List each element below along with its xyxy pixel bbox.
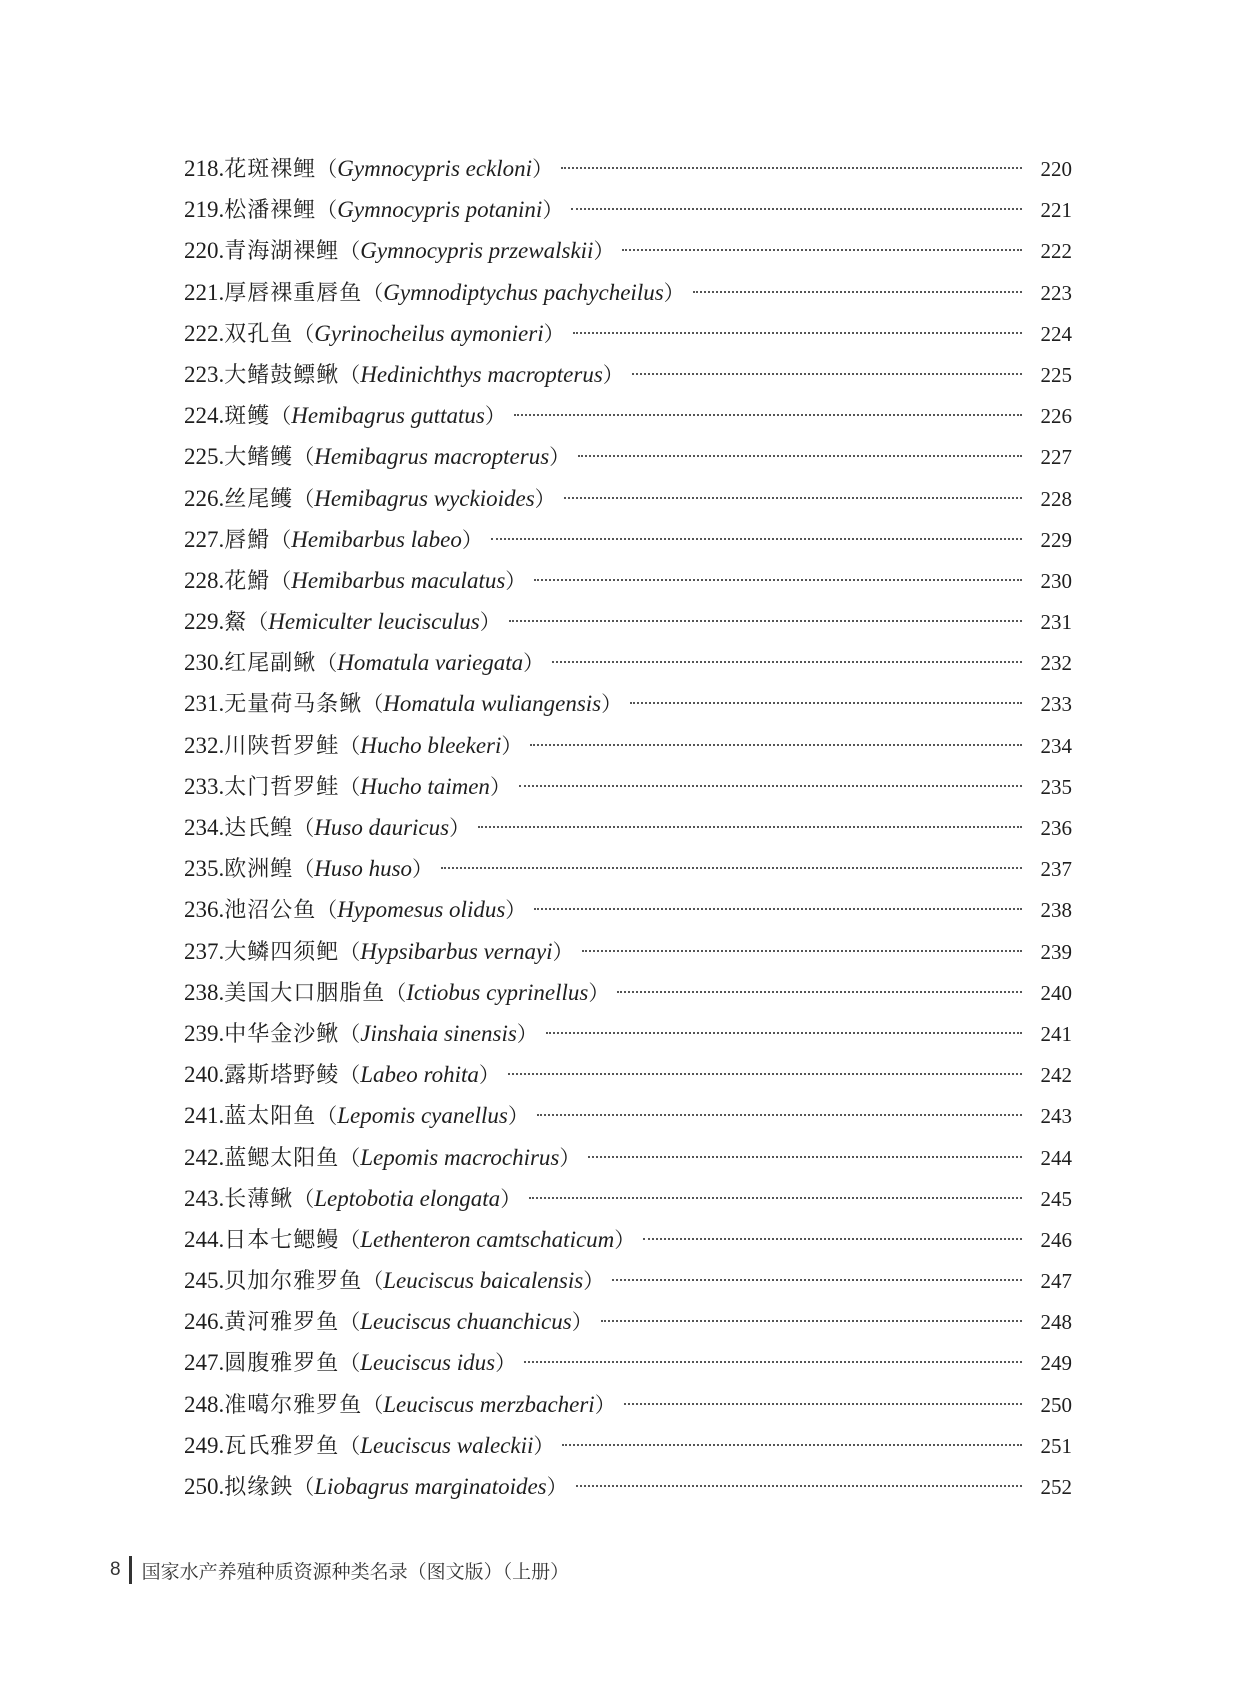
chinese-name: 池沼公鱼 (224, 898, 317, 924)
chinese-name: 大鳞四须鲃 (224, 939, 340, 965)
dot-leader (693, 291, 1022, 293)
page-footer (110, 1556, 569, 1584)
open-paren: （ (339, 1145, 361, 1170)
scientific-name: Leuciscus idus (360, 1350, 496, 1376)
entry-number: 229. (184, 609, 225, 635)
dot-leader (519, 785, 1022, 787)
chinese-name: 欧洲鳇 (224, 857, 294, 883)
dot-leader (509, 620, 1022, 622)
close-paren: ） (478, 1063, 500, 1088)
toc-entry[interactable] (184, 807, 1072, 848)
dot-leader (524, 1361, 1022, 1363)
scientific-name: Hypsibarbus vernayi (360, 938, 553, 964)
page-ref: 225 (1040, 362, 1072, 387)
open-paren: （ (339, 362, 361, 387)
dot-leader (537, 1114, 1022, 1116)
close-paren: ） (614, 1227, 636, 1252)
dot-leader (561, 167, 1022, 169)
entry-number: 235. (184, 856, 225, 882)
toc-entry[interactable] (184, 1384, 1072, 1425)
chinese-name: 瓦氏雅罗鱼 (224, 1433, 340, 1459)
open-paren: （ (339, 1227, 361, 1252)
open-paren: （ (316, 198, 338, 223)
chinese-name: 贝加尔雅罗鱼 (224, 1269, 363, 1295)
dot-leader (624, 1403, 1022, 1405)
page-ref: 230 (1040, 568, 1072, 593)
toc-entry[interactable] (184, 1178, 1072, 1219)
chinese-name: 拟缘鉠 (224, 1475, 294, 1500)
entry-number: 230. (184, 650, 225, 676)
open-paren: （ (339, 1021, 361, 1046)
page-ref: 220 (1040, 157, 1072, 181)
chinese-name: 花䱻 (224, 568, 271, 594)
open-paren: （ (339, 1351, 361, 1376)
toc-entry[interactable] (184, 1137, 1072, 1178)
open-paren: （ (339, 774, 361, 799)
close-paren: ） (532, 157, 554, 181)
entry-number: 247. (184, 1350, 225, 1376)
chinese-name: 红尾副鳅 (224, 651, 317, 677)
page-ref: 249 (1040, 1351, 1072, 1376)
dot-leader (546, 1032, 1022, 1034)
toc-entry[interactable] (184, 1301, 1072, 1342)
toc-entry[interactable] (184, 395, 1072, 436)
dot-leader (478, 826, 1022, 828)
scientific-name: Hemibarbus labeo (291, 526, 462, 552)
toc-entry[interactable] (184, 1260, 1072, 1301)
chinese-name: 中华金沙鳅 (224, 1021, 340, 1047)
scientific-name: Leuciscus baicalensis (383, 1268, 584, 1294)
close-paren: ） (594, 1392, 616, 1417)
dot-leader (508, 1073, 1022, 1075)
open-paren: （ (293, 321, 315, 346)
entry-number: 236. (184, 897, 225, 923)
dot-leader (564, 497, 1022, 499)
scientific-name: Gymnocypris potanini (337, 197, 543, 223)
close-paren: ） (489, 774, 511, 799)
page-ref: 240 (1040, 980, 1072, 1005)
scientific-name: Ictiobus cyprinellus (406, 979, 589, 1005)
chinese-name: 斑鳠 (224, 404, 271, 430)
open-paren: （ (362, 692, 384, 717)
page-ref: 251 (1040, 1433, 1072, 1458)
entry-number: 248. (184, 1391, 225, 1417)
chinese-name: 厚唇裸重唇鱼 (224, 280, 363, 306)
close-paren: ） (663, 280, 685, 305)
scientific-name: Gymnocypris przewalskii (360, 238, 594, 264)
toc-entry[interactable] (184, 1219, 1072, 1260)
open-paren: （ (293, 445, 315, 470)
entry-number: 246. (184, 1309, 225, 1335)
page-ref: 233 (1040, 692, 1072, 717)
scientific-name: Huso huso (314, 856, 413, 882)
scientific-name: Gymnodiptychus pachycheilus (383, 279, 664, 305)
open-paren: （ (362, 1392, 384, 1417)
dot-leader (573, 332, 1022, 334)
scientific-name: Leuciscus merzbacheri (383, 1391, 595, 1417)
page-ref: 229 (1040, 527, 1072, 552)
entry-number: 233. (184, 773, 225, 799)
table-of-contents (184, 148, 1072, 1507)
toc-entry[interactable] (184, 683, 1072, 724)
toc-entry[interactable] (184, 148, 1072, 189)
toc-entry[interactable] (184, 848, 1072, 889)
scientific-name: Hypomesus olidus (337, 897, 506, 923)
dot-leader (632, 373, 1022, 375)
scientific-name: Lepomis cyanellus (337, 1103, 508, 1129)
page-ref: 226 (1040, 404, 1072, 429)
open-paren: （ (339, 1433, 361, 1458)
page-ref: 241 (1040, 1021, 1072, 1046)
dot-leader (578, 455, 1022, 457)
dot-leader (491, 538, 1022, 540)
toc-entry[interactable] (184, 313, 1072, 354)
chinese-name: 䱗 (224, 610, 248, 636)
toc-entry[interactable] (184, 354, 1072, 395)
scientific-name: Huso dauricus (314, 815, 450, 840)
open-paren: （ (362, 280, 384, 305)
toc-entry[interactable] (184, 189, 1072, 230)
open-paren: （ (339, 1310, 361, 1335)
chinese-name: 美国大口胭脂鱼 (224, 980, 386, 1006)
entry-number: 241. (184, 1103, 225, 1129)
close-paren: ） (583, 1269, 605, 1294)
scientific-name: Gymnocypris eckloni (337, 156, 533, 181)
open-paren: （ (362, 1269, 384, 1294)
entry-number: 231. (184, 691, 225, 717)
chinese-name: 大鳍鼓鳔鳅 (224, 362, 340, 388)
page-ref: 244 (1040, 1145, 1072, 1170)
chinese-name: 双孔鱼 (224, 321, 294, 347)
toc-entry[interactable] (184, 1342, 1072, 1383)
close-paren: ） (546, 1475, 568, 1499)
dot-leader (530, 744, 1022, 746)
chinese-name: 长薄鳅 (224, 1186, 294, 1212)
entry-number: 245. (184, 1268, 225, 1294)
entry-number: 225. (184, 444, 225, 470)
close-paren: ） (559, 1145, 581, 1170)
toc-entry[interactable] (184, 1095, 1072, 1136)
page-ref: 234 (1040, 733, 1072, 758)
scientific-name: Leuciscus chuanchicus (360, 1309, 572, 1335)
page-ref: 232 (1040, 651, 1072, 676)
scientific-name: Leuciscus waleckii (360, 1432, 534, 1458)
toc-entry[interactable] (184, 766, 1072, 807)
entry-number: 239. (184, 1020, 225, 1046)
entry-number: 237. (184, 938, 225, 964)
page-ref: 248 (1040, 1310, 1072, 1335)
close-paren: ） (495, 1351, 517, 1376)
chinese-name: 花斑裸鲤 (224, 157, 317, 182)
chinese-name: 黄河雅罗鱼 (224, 1310, 340, 1336)
close-paren: ） (484, 404, 506, 429)
toc-entry[interactable] (184, 1054, 1072, 1095)
toc-entry[interactable] (184, 972, 1072, 1013)
page-number: 8 (110, 1559, 121, 1580)
chinese-name: 准噶尔雅罗鱼 (224, 1392, 363, 1418)
entry-number: 232. (184, 732, 225, 758)
chinese-name: 川陕哲罗鲑 (224, 733, 340, 759)
open-paren: （ (316, 898, 338, 923)
open-paren: （ (293, 1475, 315, 1499)
page-ref: 236 (1040, 816, 1072, 840)
scientific-name: Homatula variegata (337, 650, 524, 676)
chinese-name: 大鳍鳠 (224, 445, 294, 471)
close-paren: ） (501, 733, 523, 758)
chinese-name: 达氏鳇 (224, 816, 294, 841)
toc-entry[interactable] (184, 519, 1072, 560)
page-ref: 223 (1040, 280, 1072, 305)
page-ref: 237 (1040, 857, 1072, 882)
scientific-name: Hemibagrus guttatus (291, 403, 485, 429)
page-ref: 252 (1040, 1475, 1072, 1499)
toc-entry[interactable] (184, 1466, 1072, 1507)
scientific-name: Labeo rohita (360, 1062, 479, 1088)
dot-leader (562, 1444, 1022, 1446)
chinese-name: 圆腹雅罗鱼 (224, 1351, 340, 1377)
open-paren: （ (316, 651, 338, 676)
dot-leader (552, 661, 1022, 663)
open-paren: （ (293, 816, 315, 840)
close-paren: ） (549, 445, 571, 470)
entry-number: 238. (184, 979, 225, 1005)
dot-leader (588, 1156, 1022, 1158)
chinese-name: 松潘裸鲤 (224, 198, 317, 224)
dot-leader (529, 1197, 1022, 1199)
footer-divider (129, 1556, 132, 1584)
close-paren: ） (479, 610, 501, 635)
entry-number: 240. (184, 1062, 225, 1088)
close-paren: ） (571, 1310, 593, 1335)
scientific-name: Hucho bleekeri (360, 732, 502, 758)
entry-number: 224. (184, 403, 225, 429)
open-paren: （ (270, 404, 292, 429)
entry-number: 249. (184, 1432, 225, 1458)
open-paren: （ (270, 568, 292, 593)
dot-leader (576, 1485, 1022, 1487)
chinese-name: 无量荷马条鳅 (224, 692, 363, 718)
close-paren: ） (534, 486, 556, 511)
scientific-name: Lepomis macrochirus (360, 1144, 560, 1170)
page-ref: 238 (1040, 898, 1072, 923)
open-paren: （ (293, 486, 315, 511)
chinese-name: 太门哲罗鲑 (224, 774, 340, 800)
page-ref: 231 (1040, 610, 1072, 635)
close-paren: ） (449, 816, 471, 840)
close-paren: ） (543, 321, 565, 346)
toc-entry[interactable] (184, 560, 1072, 601)
page-ref: 245 (1040, 1186, 1072, 1211)
open-paren: （ (339, 939, 361, 964)
scientific-name: Hucho taimen (360, 773, 490, 799)
chinese-name: 丝尾鳠 (224, 486, 294, 512)
scientific-name: Liobagrus marginatoides (314, 1474, 547, 1499)
scientific-name: Gyrinocheilus aymonieri (314, 320, 544, 346)
toc-entry[interactable] (184, 230, 1072, 271)
open-paren: （ (293, 857, 315, 882)
page-ref: 222 (1040, 239, 1072, 264)
entry-number: 219. (184, 197, 225, 223)
close-paren: ） (505, 898, 527, 923)
dot-leader (441, 867, 1022, 869)
close-paren: ） (516, 1021, 538, 1046)
scientific-name: Homatula wuliangensis (383, 691, 602, 717)
dot-leader (630, 702, 1022, 704)
entry-number: 228. (184, 567, 225, 593)
close-paren: ） (542, 198, 564, 223)
open-paren: （ (316, 157, 338, 181)
entry-number: 221. (184, 279, 225, 305)
open-paren: （ (339, 239, 361, 264)
entry-number: 244. (184, 1226, 225, 1252)
scientific-name: Leptobotia elongata (314, 1185, 501, 1211)
page-ref: 242 (1040, 1063, 1072, 1088)
toc-entry[interactable] (184, 1425, 1072, 1466)
open-paren: （ (339, 1063, 361, 1088)
entry-number: 250. (184, 1474, 225, 1499)
chinese-name: 蓝鳃太阳鱼 (224, 1145, 340, 1171)
close-paren: ） (505, 568, 527, 593)
dot-leader (582, 950, 1022, 952)
dot-leader (601, 1320, 1022, 1322)
chinese-name: 唇䱻 (224, 527, 271, 553)
open-paren: （ (339, 733, 361, 758)
entry-number: 242. (184, 1144, 225, 1170)
page-ref: 224 (1040, 321, 1072, 346)
toc-entry[interactable] (184, 272, 1072, 313)
chinese-name: 蓝太阳鱼 (224, 1104, 317, 1130)
open-paren: （ (385, 980, 407, 1005)
close-paren: ） (507, 1104, 529, 1129)
page-ref: 243 (1040, 1104, 1072, 1129)
entry-number: 226. (184, 485, 225, 511)
dot-leader (622, 249, 1022, 251)
toc-entry[interactable] (184, 478, 1072, 519)
toc-entry[interactable] (184, 1013, 1072, 1054)
toc-entry[interactable] (184, 642, 1072, 683)
scientific-name: Hemibarbus maculatus (291, 567, 506, 593)
dot-leader (534, 579, 1022, 581)
entry-number: 234. (184, 815, 225, 840)
close-paren: ） (523, 651, 545, 676)
toc-entry[interactable] (184, 436, 1072, 477)
close-paren: ） (601, 692, 623, 717)
book-title: 国家水产养殖种质资源种类名录（图文版）（上册） (141, 1560, 570, 1583)
close-paren: ） (412, 857, 434, 882)
close-paren: ） (500, 1186, 522, 1211)
page-ref: 239 (1040, 939, 1072, 964)
page-ref: 221 (1040, 198, 1072, 223)
chinese-name: 露斯塔野鲮 (224, 1063, 340, 1089)
page-ref: 247 (1040, 1269, 1072, 1294)
dot-leader (514, 414, 1022, 416)
dot-leader (617, 991, 1022, 993)
page-ref: 228 (1040, 486, 1072, 511)
scientific-name: Jinshaia sinensis (360, 1020, 517, 1046)
toc-entry[interactable] (184, 601, 1072, 642)
entry-number: 220. (184, 238, 225, 264)
close-paren: ） (593, 239, 615, 264)
page-ref: 227 (1040, 445, 1072, 470)
close-paren: ） (461, 527, 483, 552)
close-paren: ） (552, 939, 574, 964)
open-paren: （ (316, 1104, 338, 1129)
close-paren: ） (602, 362, 624, 387)
open-paren: （ (270, 527, 292, 552)
dot-leader (643, 1238, 1022, 1240)
toc-entry[interactable] (184, 889, 1072, 930)
open-paren: （ (293, 1186, 315, 1211)
scientific-name: Hemibagrus wyckioides (314, 485, 535, 511)
chinese-name: 青海湖裸鲤 (224, 239, 340, 265)
scientific-name: Lethenteron camtschaticum (360, 1226, 615, 1252)
page-ref: 250 (1040, 1392, 1072, 1417)
chinese-name: 日本七鳃鳗 (224, 1227, 340, 1253)
scientific-name: Hedinichthys macropterus (360, 361, 603, 387)
page-ref: 246 (1040, 1227, 1072, 1252)
dot-leader (534, 908, 1022, 910)
entry-number: 227. (184, 526, 225, 552)
scientific-name: Hemiculter leucisculus (268, 609, 480, 635)
toc-entry[interactable] (184, 725, 1072, 766)
entry-number: 243. (184, 1185, 225, 1211)
entry-number: 218. (184, 156, 225, 181)
page-ref: 235 (1040, 774, 1072, 799)
toc-entry[interactable] (184, 931, 1072, 972)
entry-number: 223. (184, 361, 225, 387)
close-paren: ） (533, 1433, 555, 1458)
entry-number: 222. (184, 320, 225, 346)
close-paren: ） (588, 980, 610, 1005)
open-paren: （ (247, 610, 269, 635)
dot-leader (571, 208, 1022, 210)
dot-leader (612, 1279, 1022, 1281)
scientific-name: Hemibagrus macropterus (314, 444, 550, 470)
